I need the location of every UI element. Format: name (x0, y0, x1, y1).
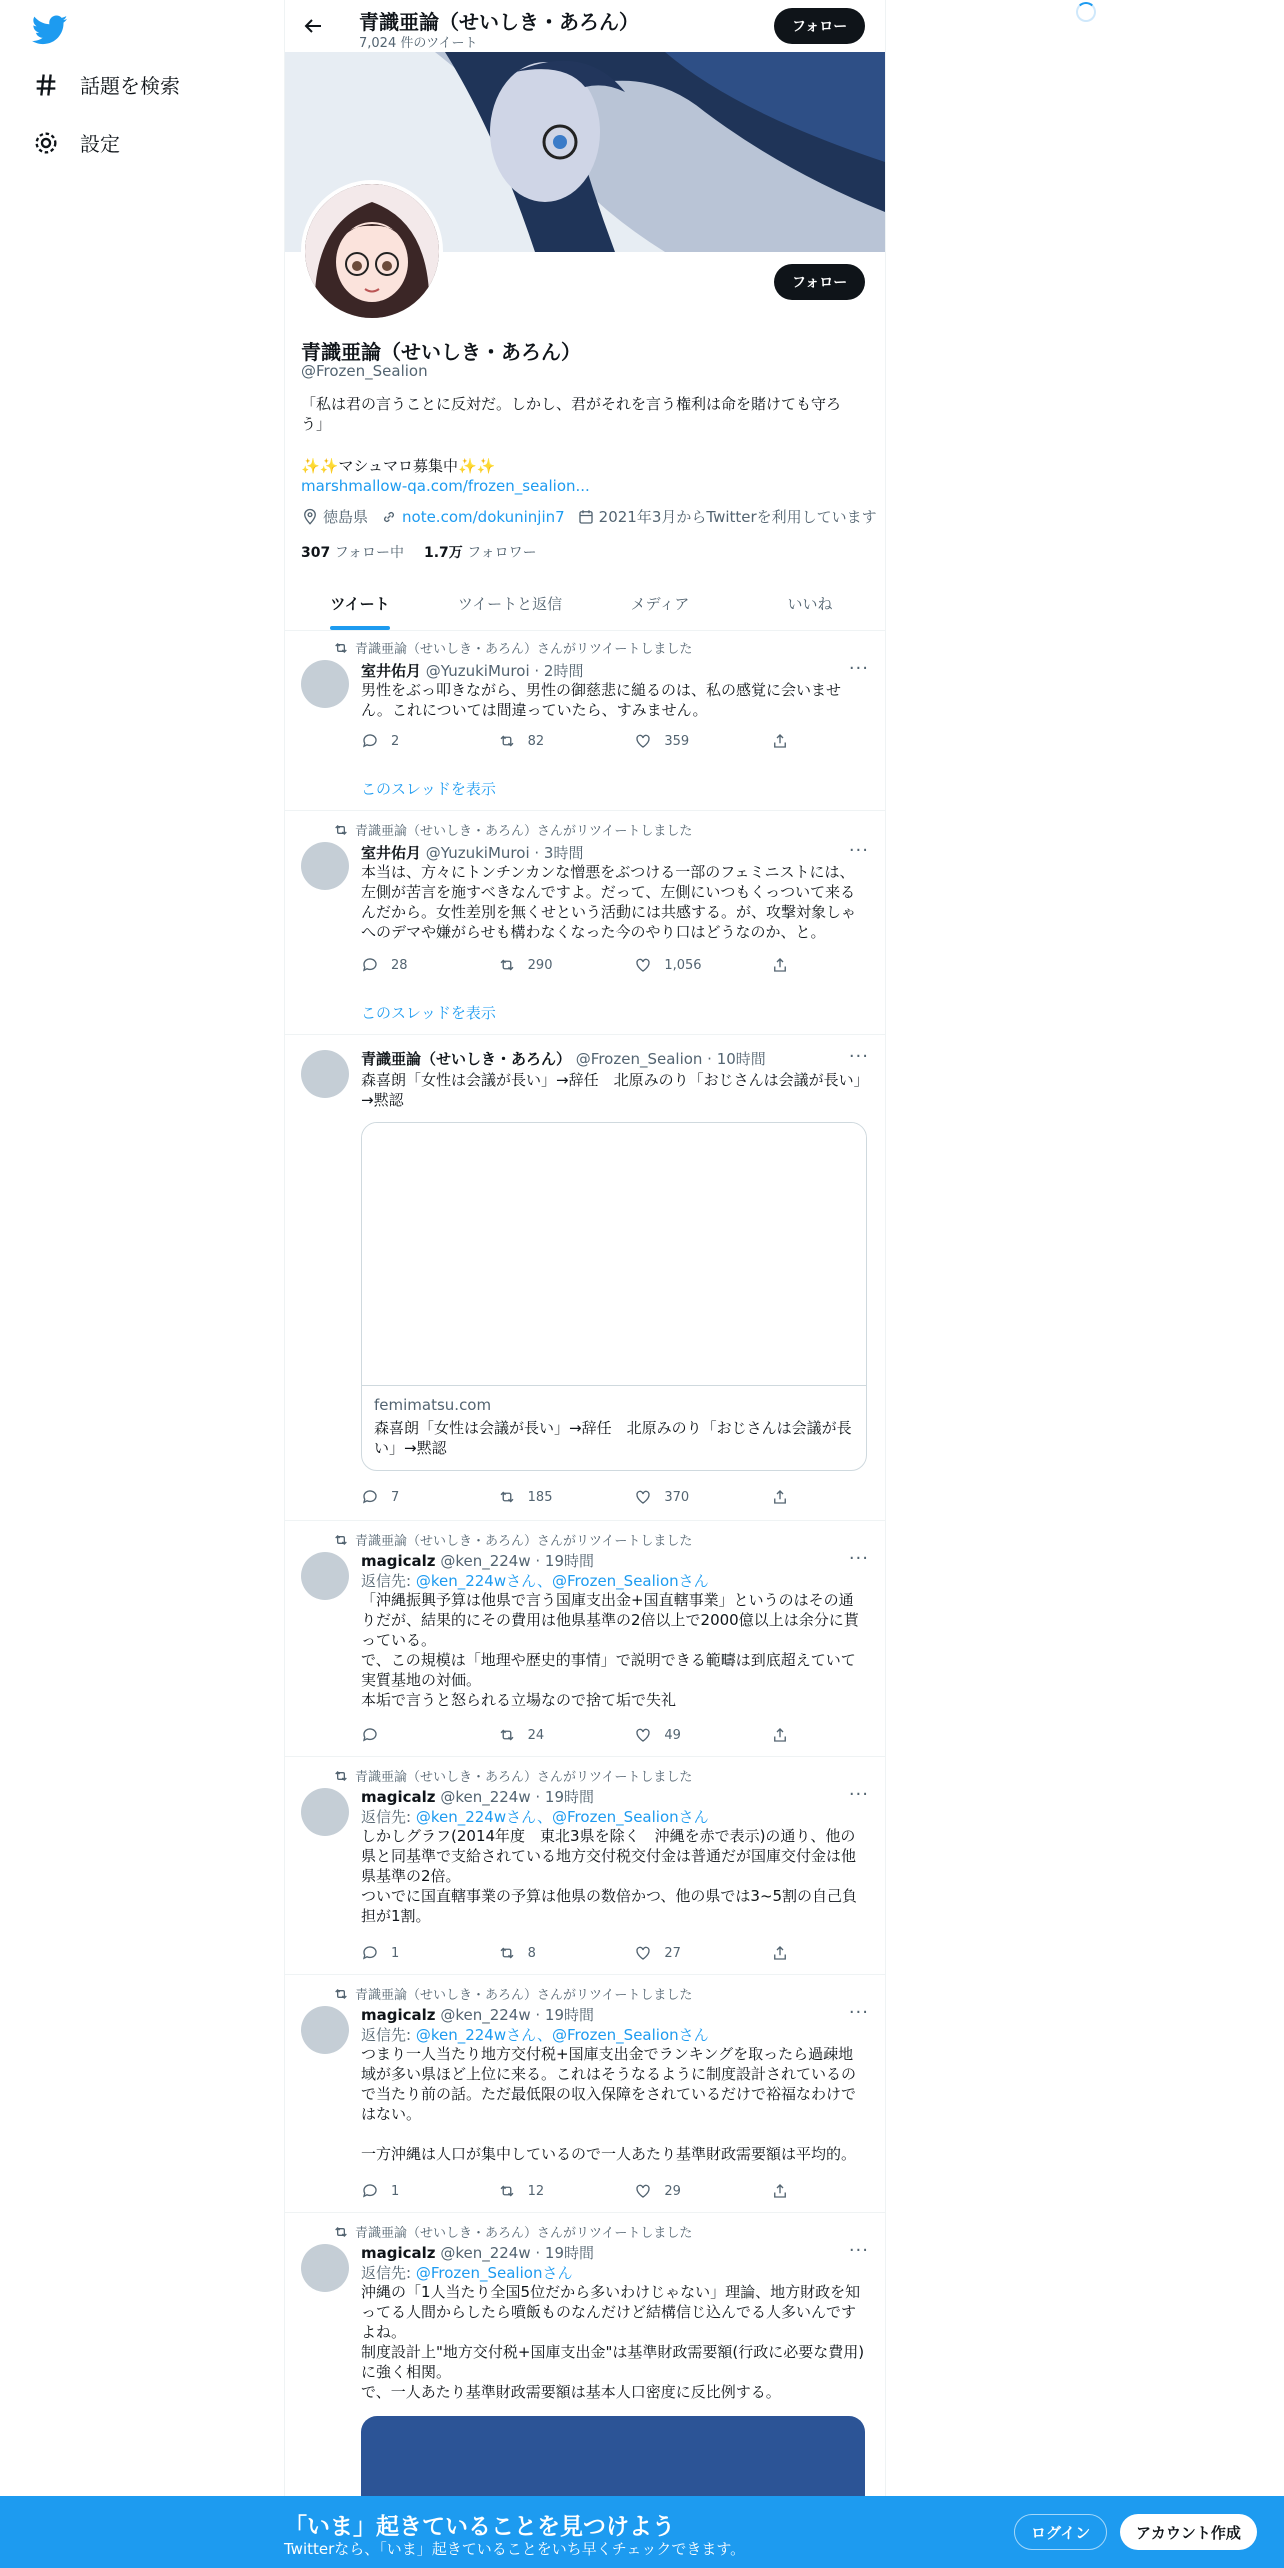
tab-likes[interactable]: いいね (787, 594, 833, 613)
reply-icon (361, 1726, 379, 1744)
share-button[interactable] (771, 1726, 791, 1744)
reply-icon (361, 1944, 379, 1962)
retweet-count: 290 (527, 957, 553, 973)
sidebar-item-settings[interactable] (32, 128, 120, 157)
author-meta: @YuzukiMuroi · 3時間 (425, 844, 584, 862)
reply-to-line (361, 2262, 572, 2283)
followers-stat[interactable] (424, 542, 537, 562)
tweet-actions (361, 1726, 791, 1744)
show-thread-link[interactable]: このスレッドを表示 (361, 1004, 496, 1022)
profile-meta (301, 506, 877, 527)
reply-button[interactable] (361, 1488, 461, 1506)
loading-spinner-icon (1076, 2, 1096, 22)
share-icon (771, 1944, 789, 1962)
reply-to-line (361, 1570, 709, 1591)
more-icon[interactable]: ··· (848, 658, 869, 679)
heart-icon (634, 1944, 652, 1962)
retweet-note (333, 638, 692, 657)
more-icon[interactable]: ··· (848, 1784, 869, 1805)
sidebar-item-explore[interactable] (32, 70, 180, 99)
retweet-icon (498, 1944, 516, 1962)
more-icon[interactable]: ··· (848, 2002, 869, 2023)
reply-icon (361, 2182, 379, 2200)
reply-count: 28 (391, 957, 408, 973)
share-icon (771, 732, 789, 750)
reply-button[interactable] (361, 732, 461, 750)
retweet-button[interactable] (498, 1488, 598, 1506)
followers-label: フォロワー (467, 545, 537, 561)
more-icon[interactable]: ··· (848, 840, 869, 861)
reply-to-prefix: 返信先: (361, 1572, 416, 1590)
card-domain: femimatsu.com (374, 1396, 492, 1414)
author-meta: @ken_224w · 19時間 (440, 2006, 594, 2024)
reply-to-prefix: 返信先: (361, 1808, 416, 1826)
tweet[interactable] (285, 1522, 885, 1757)
like-count: 27 (664, 1945, 681, 1961)
following-count: 307 (301, 545, 331, 561)
hashtag-icon (32, 71, 60, 99)
banner-title: 「いま」起きていることを見つけよう (284, 2514, 675, 2540)
reply-count: 1 (391, 2183, 400, 2199)
retweet-note (333, 1766, 692, 1785)
tweet-header (361, 1048, 766, 1069)
followers-count: 1.7万 (424, 545, 463, 561)
gear-icon (32, 129, 60, 157)
retweet-button[interactable] (498, 956, 598, 974)
card-image (362, 1123, 866, 1386)
profile-handle: @Frozen_Sealion (301, 362, 428, 380)
share-button[interactable] (771, 1488, 791, 1506)
retweet-note-text: 青識亜論（せいしき・あろん）さんがリツイートしました (355, 642, 693, 657)
reply-to-users[interactable]: @ken_224wさん、@Frozen_Sealionさん (415, 1808, 709, 1826)
profile-tabs (285, 576, 885, 631)
show-thread-link[interactable]: このスレッドを表示 (361, 780, 496, 798)
like-button[interactable] (634, 1726, 734, 1744)
like-count: 29 (664, 2183, 681, 2199)
retweet-icon (498, 1726, 516, 1744)
profile-stats (301, 542, 537, 562)
tweet-header (361, 660, 583, 681)
profile-name: 青識亜論（せいしき・あろん） (301, 340, 581, 364)
tweet-text: しかしグラフ(2014年度 東北3県を除く 沖縄を赤で表示)の通り、他の県と同基準で支給されている地方交付税交付金は普通だが国庫交付金は他県基準の2倍。 ついでに国直轄事業の予算は他県の数倍かつ、他の県では3~5割の自己負担が1割。 (361, 1827, 858, 1925)
like-count: 49 (664, 1727, 681, 1743)
tweet-actions (361, 1944, 791, 1962)
retweet-icon (333, 1986, 349, 2002)
tweet[interactable] (285, 812, 885, 1035)
heart-icon (634, 2182, 652, 2200)
heart-icon (634, 1726, 652, 1744)
tweet-actions (361, 2182, 791, 2200)
retweet-count: 185 (527, 1489, 553, 1505)
profile-follow-button[interactable]: フォロー (774, 264, 865, 300)
retweet-icon (498, 956, 516, 974)
tab-tweets[interactable]: ツイート (285, 576, 435, 630)
author-meta: @ken_224w · 19時間 (440, 1788, 594, 1806)
reply-icon (361, 1488, 379, 1506)
back-arrow-icon[interactable] (301, 14, 325, 38)
avatar[interactable] (301, 842, 349, 890)
like-button[interactable] (634, 956, 734, 974)
profile-avatar[interactable] (301, 180, 443, 322)
following-label: フォロー中 (334, 545, 404, 561)
like-count: 370 (664, 1489, 690, 1505)
tweet[interactable] (285, 1758, 885, 1975)
card-title: 森喜朗「女性は会議が長い」→辞任 北原みのり「おじさんは会議が長い」→黙認 (374, 1419, 852, 1457)
tweet-actions (361, 1488, 791, 1506)
profile-bio-extra (301, 456, 861, 496)
tweet-header (361, 2242, 594, 2263)
tab-tweets-and-replies[interactable]: ツイートと返信 (457, 594, 563, 613)
tweet-actions (361, 956, 791, 974)
profile-website (380, 508, 565, 526)
author-name[interactable]: magicalz (361, 1788, 436, 1806)
reply-to-line (361, 1806, 709, 1827)
login-button[interactable]: ログイン (1014, 2514, 1107, 2550)
retweet-note-text: 青識亜論（せいしき・あろん）さんがリツイートしました (355, 1988, 693, 2003)
author-name[interactable]: magicalz (361, 1552, 436, 1570)
author-meta: @ken_224w · 19時間 (440, 2244, 594, 2262)
retweet-button[interactable] (498, 732, 598, 750)
avatar[interactable] (301, 2006, 349, 2054)
joined-text: 2021年3月からTwitterを利用しています (598, 508, 877, 526)
website-link[interactable]: note.com/dokuninjin7 (402, 507, 565, 526)
like-button[interactable] (634, 1488, 734, 1506)
avatar-artwork (305, 184, 439, 318)
retweet-button[interactable] (498, 1726, 598, 1744)
reply-to-line (361, 2024, 709, 2045)
tweet-header (361, 1550, 594, 1571)
share-button[interactable] (771, 2182, 791, 2200)
link-card[interactable] (361, 1122, 867, 1471)
calendar-icon (577, 508, 595, 526)
share-icon (771, 1488, 789, 1506)
share-button[interactable] (771, 956, 791, 974)
author-name[interactable]: 室井佑月 (361, 662, 422, 680)
signup-button[interactable]: アカウント作成 (1120, 2514, 1257, 2550)
author-name[interactable]: magicalz (361, 2006, 436, 2024)
reply-icon (361, 956, 379, 974)
tweet-header (361, 1786, 594, 1807)
avatar[interactable] (301, 2244, 349, 2292)
retweet-icon (333, 2224, 349, 2240)
reply-count: 1 (391, 1945, 400, 1961)
tweet-text: つまり一人当たり地方交付税+国庫支出金でランキングを取ったら過疎地域が多い県ほど上位に来る。これはそうなるように制度設計されているので当たり前の話。ただ最低限の収入保障をされているだけで裕福なわけではない。 一方沖縄は人口が集中しているので一人あたり基準財政需要額は平均的。 (361, 2045, 857, 2163)
reply-button[interactable] (361, 1944, 461, 1962)
author-name[interactable]: 室井佑月 (361, 844, 422, 862)
heart-icon (634, 732, 652, 750)
share-button[interactable] (771, 1944, 791, 1962)
avatar[interactable] (301, 1788, 349, 1836)
sidebar-item-label: 話題を検索 (80, 74, 180, 98)
retweet-button[interactable] (498, 2182, 598, 2200)
reply-button[interactable] (361, 1726, 461, 1744)
retweet-icon (333, 1532, 349, 1548)
retweet-note (333, 1984, 692, 2003)
retweet-count: 8 (527, 1945, 536, 1961)
tweet-actions (361, 732, 791, 750)
like-button[interactable] (634, 2182, 734, 2200)
retweet-button[interactable] (498, 1944, 598, 1962)
reply-icon (361, 732, 379, 750)
heart-icon (634, 956, 652, 974)
signup-banner (0, 2496, 1284, 2568)
main-column (284, 0, 886, 2568)
retweet-count: 82 (527, 733, 545, 749)
twitter-bird-icon[interactable] (32, 12, 68, 48)
tweet-header (361, 2004, 594, 2025)
like-button[interactable] (634, 732, 734, 750)
marshmallow-text: ✨✨マシュマロ募集中✨✨ (301, 457, 496, 475)
profile-joined (577, 506, 877, 527)
header-follow-button[interactable]: フォロー (774, 8, 865, 44)
following-stat[interactable] (301, 542, 404, 562)
author-meta: @YuzukiMuroi · 2時間 (425, 662, 584, 680)
header-name: 青識亜論（せいしき・あろん） (359, 10, 639, 34)
retweet-icon (498, 1488, 516, 1506)
share-button[interactable] (771, 732, 791, 750)
retweet-icon (333, 822, 349, 838)
like-count: 359 (664, 733, 690, 749)
retweet-note-text: 青識亜論（せいしき・あろん）さんがリツイートしました (355, 1770, 693, 1785)
reply-count: 7 (391, 1489, 400, 1505)
reply-button[interactable] (361, 2182, 461, 2200)
share-icon (771, 956, 789, 974)
more-icon[interactable]: ··· (848, 2240, 869, 2261)
reply-to-users[interactable]: @ken_224wさん、@Frozen_Sealionさん (415, 2026, 709, 2044)
author-meta: @ken_224w · 19時間 (440, 1552, 594, 1570)
link-icon (380, 508, 398, 526)
reply-to-prefix: 返信先: (361, 2264, 416, 2282)
profile-header-bar (285, 0, 885, 52)
tweet-header (361, 842, 583, 863)
tab-media[interactable]: メディア (630, 594, 690, 613)
avatar[interactable] (301, 1552, 349, 1600)
heart-icon (634, 1488, 652, 1506)
sidebar-item-label: 設定 (80, 132, 120, 156)
tweet-text: 沖縄の「1人当たり全国5位だから多いわけじゃない」理論、地方財政を知ってる人間からしたら噴飯ものなんだけど結構信じ込んでる人多いんですよね。 制度設計上"地方交付税+国庫支出金"は基準財政需要額(行政に必要な費用)に強く相関。 で、一人あたり基準財政需要額は基本人口密度に反比例する。 (361, 2283, 865, 2401)
retweet-icon (333, 1768, 349, 1784)
author-name[interactable]: magicalz (361, 2244, 436, 2262)
reply-count: 2 (391, 733, 400, 749)
header-tweet-count: 7,024 件のツイート (359, 36, 478, 51)
reply-button[interactable] (361, 956, 461, 974)
like-count: 1,056 (664, 957, 702, 973)
tweet-text: 本当は、方々にトンチンカンな憎悪をぶつける一部のフェミニストには、左側が苦言を施すべきなんですよ。だって、左側にいつもくっついて来るんだから。女性差別を無くせという活動には共感する。が、攻撃対象しゃへのデマや嫌がらせも構わなくなった今のやり口はどうなのか、と。 (361, 863, 857, 941)
share-icon (771, 2182, 789, 2200)
retweet-note-text: 青識亜論（せいしき・あろん）さんがリツイートしました (355, 1534, 693, 1549)
avatar[interactable] (301, 660, 349, 708)
retweet-icon (498, 732, 516, 750)
tweet[interactable] (285, 630, 885, 811)
author-meta: @Frozen_Sealion · 10時間 (575, 1050, 766, 1068)
retweet-icon (498, 2182, 516, 2200)
more-icon[interactable]: ··· (848, 1548, 869, 1569)
share-icon (771, 1726, 789, 1744)
location-text: 徳島県 (323, 508, 369, 526)
reply-to-prefix: 返信先: (361, 2026, 416, 2044)
like-button[interactable] (634, 1944, 734, 1962)
location-pin-icon (301, 508, 319, 526)
tweet-text: 森喜朗「女性は会議が長い」→辞任 北原みのり「おじさんは会議が長い」→黙認 (361, 1071, 862, 1109)
avatar[interactable] (301, 1050, 349, 1098)
retweet-count: 24 (527, 1727, 545, 1743)
retweet-icon (333, 640, 349, 656)
profile-location (301, 506, 368, 527)
tweet[interactable] (285, 1036, 885, 1521)
marshmallow-link[interactable]: marshmallow-qa.com/frozen_sealion... (301, 477, 590, 495)
more-icon[interactable]: ··· (848, 1046, 869, 1067)
tweet-text: 男性をぶっ叩きながら、男性の御慈悲に縋るのは、私の感覚に会いません。これについては間違っていたら、すみません。 (361, 681, 842, 719)
retweet-note (333, 820, 692, 839)
reply-to-users[interactable]: @ken_224wさん、@Frozen_Sealionさん (415, 1572, 709, 1590)
banner-subtitle: Twitterなら、「いま」起きていることをいち早くチェックできます。 (284, 2540, 746, 2558)
retweet-count: 12 (527, 2183, 545, 2199)
reply-to-users[interactable]: @Frozen_Sealionさん (415, 2264, 573, 2282)
retweet-note (333, 1530, 692, 1549)
profile-bio: 「私は君の言うことに反対だ。しかし、君がそれを言う権利は命を賭けても守ろう」 (301, 395, 842, 433)
retweet-note-text: 青識亜論（せいしき・あろん）さんがリツイートしました (355, 824, 693, 839)
retweet-note-text: 青識亜論（せいしき・あろん）さんがリツイートしました (355, 2226, 693, 2241)
tweet[interactable] (285, 1976, 885, 2213)
author-name[interactable]: 青識亜論（せいしき・あろん） (361, 1050, 572, 1068)
tweet-text: 「沖縄振興予算は他県で言う国庫支出金+国直轄事業」というのはその通りだが、結果的にその費用は他県基準の2倍以上で2000億以上は余分に貰っている。 で、この規模は「地理や歴史的事情」で説明できる範疇は到底超えていて実質基地の対価。 本垢で言うと怒られる立場なので捨て垢で失礼 (361, 1591, 859, 1709)
retweet-note (333, 2222, 692, 2241)
